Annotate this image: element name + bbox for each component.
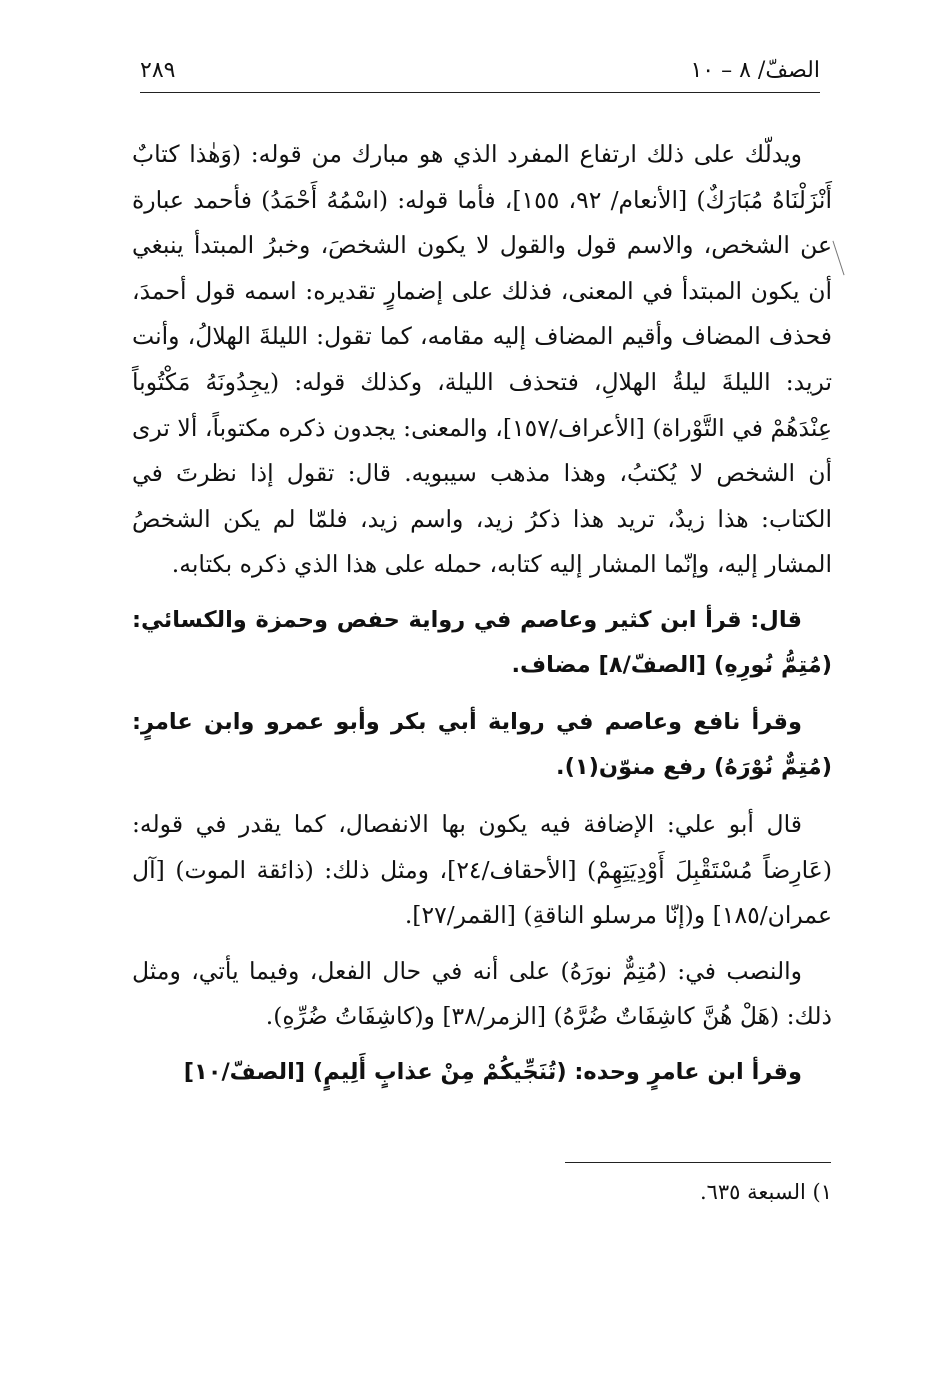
paragraph-commentary: ويدلّك على ذلك ارتفاع المفرد الذي هو مبارك من قوله: (وَهٰذا كتابٌ أَنْزَلْنَاهُ مُبَارَكٌ) [الأنعام/ ٩٢، ١٥٥]، فأما قوله: (اسْمُهُ أَحْمَدُ) فأحمد عبارة عن الشخص، والاسم قول والقول لا يكون الشخصَ، وخبرُ المبتدأ ينبغي أن يكون المبتدأ في المعنى، فذلك على إضمارٍ تقديره: اسمه قول أحمدَ، فحذف المضاف وأقيم المضاف إليه مقامه، كما تقول: الليلةَ الهلالُ، وأنت تريد: الليلةَ ليلةُ الهلالِ، فتحذف الليلة، وكذلك قوله: (يجِدُونَهُ مَكْتُوباً عِنْدَهُمْ في التَّوْراة) [الأعراف/١٥٧]، والمعنى: يجدون ذكره مكتوباً، ألا ترى أن الشخص لا يُكتبُ، وهذا مذهب سيبويه. قال: تقول إذا نظرتَ في الكتاب: هذا زيدٌ، تريد هذا ذكرُ زيد، واسم زيد، فلمّا لم يكن الشخصُ المشار إليه، وإنّما المشار إليه كتابه، حمله على هذا الذي ذكره بكتابه.	[132, 140, 833, 579]
footnote-divider	[565, 1162, 831, 1163]
paragraph-reading: وقرأ نافع وعاصم في رواية أبي بكر وأبو عمرو وابن عامرٍ: (مُتِمٌّ نُوْرَهُ) رفع منوّن(١).	[132, 708, 832, 780]
main-text	[132, 132, 832, 1107]
header-chapter-title: الصفّ/ ٨ – ١٠	[690, 58, 820, 83]
margin-mark	[832, 241, 844, 276]
paragraph-reading: قال: قرأ ابن كثير وعاصم في رواية حفص وحمزة والكسائي: (مُتِمُّ نُورِهِ) [الصفّ/٨] مضاف.	[132, 606, 832, 678]
paragraph-commentary: والنصب في: (مُتِمٌّ نورَهُ) على أنه في حال الفعل، وفيما يأتي، ومثل ذلك: (هَلْ هُنَّ كاشِفَاتٌ ضُرَّهُ) [الزمر/٣٨] و(كاشِفَاتُ ضُرِّهِ).	[132, 956, 832, 1031]
footnote: ١) السبعة ٦٣٥.	[699, 1180, 832, 1204]
paragraph-reading: وقرأ ابن عامرٍ وحده: (تُنَجِّيكُمْ مِنْ عذابٍ أَلِيمٍ) [الصفّ/١٠]	[183, 1058, 802, 1085]
page-number: ٢٨٩	[140, 58, 176, 83]
running-header	[140, 56, 820, 93]
paragraph-commentary: قال أبو علي: الإضافة فيه يكون بها الانفصال، كما يقدر في قوله: (عَارِضاً مُسْتَقْبِلَ أَوْدِيَتِهِمْ) [الأحقاف/٢٤]، ومثل ذلك: (ذائقة الموت) [آل عمران/١٨٥] و(إنّا مرسلو الناقةِ) [القمر/٢٧].	[132, 809, 832, 930]
